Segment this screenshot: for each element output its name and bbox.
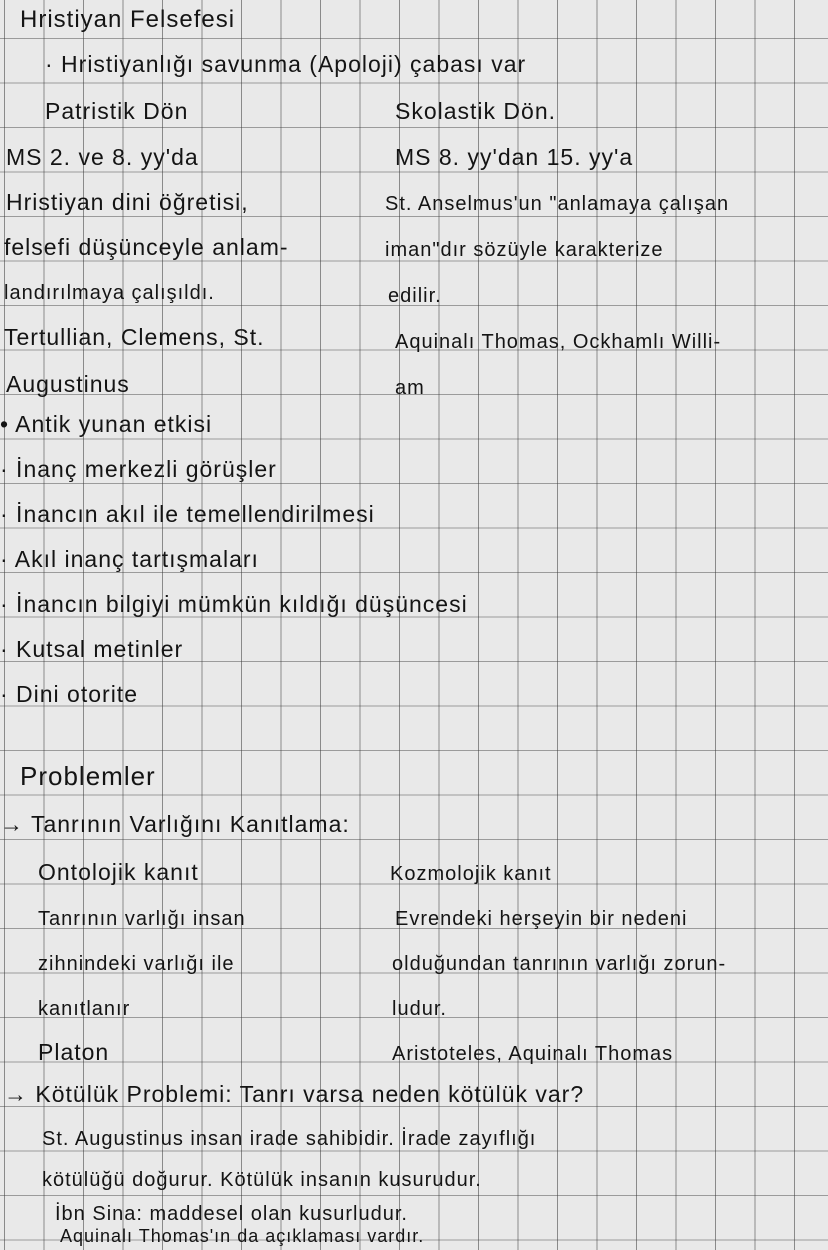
cosmological-line: olduğundan tanrının varlığı zorun- — [392, 953, 727, 975]
feature-item: · Akıl inanç tartışmaları — [0, 546, 259, 572]
patristic-line: Augustinus — [6, 371, 130, 397]
scholastic-line: Aquinalı Thomas, Ockhamlı Willi- — [395, 331, 722, 353]
page-title: Hristiyan Felsefesi — [20, 6, 236, 33]
ontological-line: kanıtlanır — [38, 998, 131, 1020]
ontological-heading: Ontolojik kanıt — [38, 859, 199, 885]
scholastic-line: edilir. — [388, 285, 442, 307]
cosmological-heading: Kozmolojik kanıt — [390, 863, 552, 885]
cosmological-names: Aristoteles, Aquinalı Thomas — [392, 1043, 674, 1065]
feature-item: • Antik yunan etkisi — [0, 411, 213, 437]
problems-heading: Problemler — [20, 761, 156, 791]
feature-item: · İnancın akıl ile temellendirilmesi — [0, 501, 375, 527]
existence-heading: → Tanrının Varlığını Kanıtlama: — [0, 811, 350, 837]
patristic-line: landırılmaya çalışıldı. — [4, 282, 215, 304]
patristic-heading: Patristik Dön — [45, 98, 189, 124]
feature-item: · İnanç merkezli görüşler — [0, 456, 277, 482]
evil-line: kötülüğü doğurur. Kötülük insanın kusurudur. — [42, 1169, 482, 1191]
scholastic-line: am — [395, 377, 425, 399]
patristic-line: Tertullian, Clemens, St. — [4, 324, 265, 350]
feature-item: · İnancın bilgiyi mümkün kıldığı düşüncesi — [0, 591, 468, 617]
scholastic-line: St. Anselmus'un "anlamaya çalışan — [385, 193, 730, 215]
ontological-line: zihnindeki varlığı ile — [38, 953, 235, 975]
evil-line: Aquinalı Thomas'ın da açıklaması vardır. — [60, 1226, 425, 1246]
patristic-line: Hristiyan dini öğretisi, — [6, 189, 249, 215]
evil-line: İbn Sina: maddesel olan kusurludur. — [55, 1203, 408, 1225]
intro-line: · Hristiyanlığı savunma (Apoloji) çabası var — [45, 51, 527, 77]
feature-item: · Kutsal metinler — [0, 636, 184, 662]
evil-heading: → Kötülük Problemi: Tanrı varsa neden kötülük var? — [4, 1081, 585, 1107]
patristic-line: MS 2. ve 8. yy'da — [6, 144, 199, 170]
patristic-line: felsefi düşünceyle anlam- — [4, 234, 289, 260]
scholastic-heading: Skolastik Dön. — [395, 98, 557, 124]
scholastic-line: iman"dır sözüyle karakterize — [385, 239, 664, 261]
evil-line: St. Augustinus insan irade sahibidir. İrade zayıflığı — [42, 1128, 537, 1150]
cosmological-line: ludur. — [392, 998, 447, 1020]
scholastic-line: MS 8. yy'dan 15. yy'a — [395, 144, 634, 170]
cosmological-line: Evrendeki herşeyin bir nedeni — [395, 908, 688, 930]
ontological-names: Platon — [38, 1039, 110, 1065]
ontological-line: Tanrının varlığı insan — [38, 908, 246, 930]
feature-item: · Dini otorite — [0, 681, 138, 707]
